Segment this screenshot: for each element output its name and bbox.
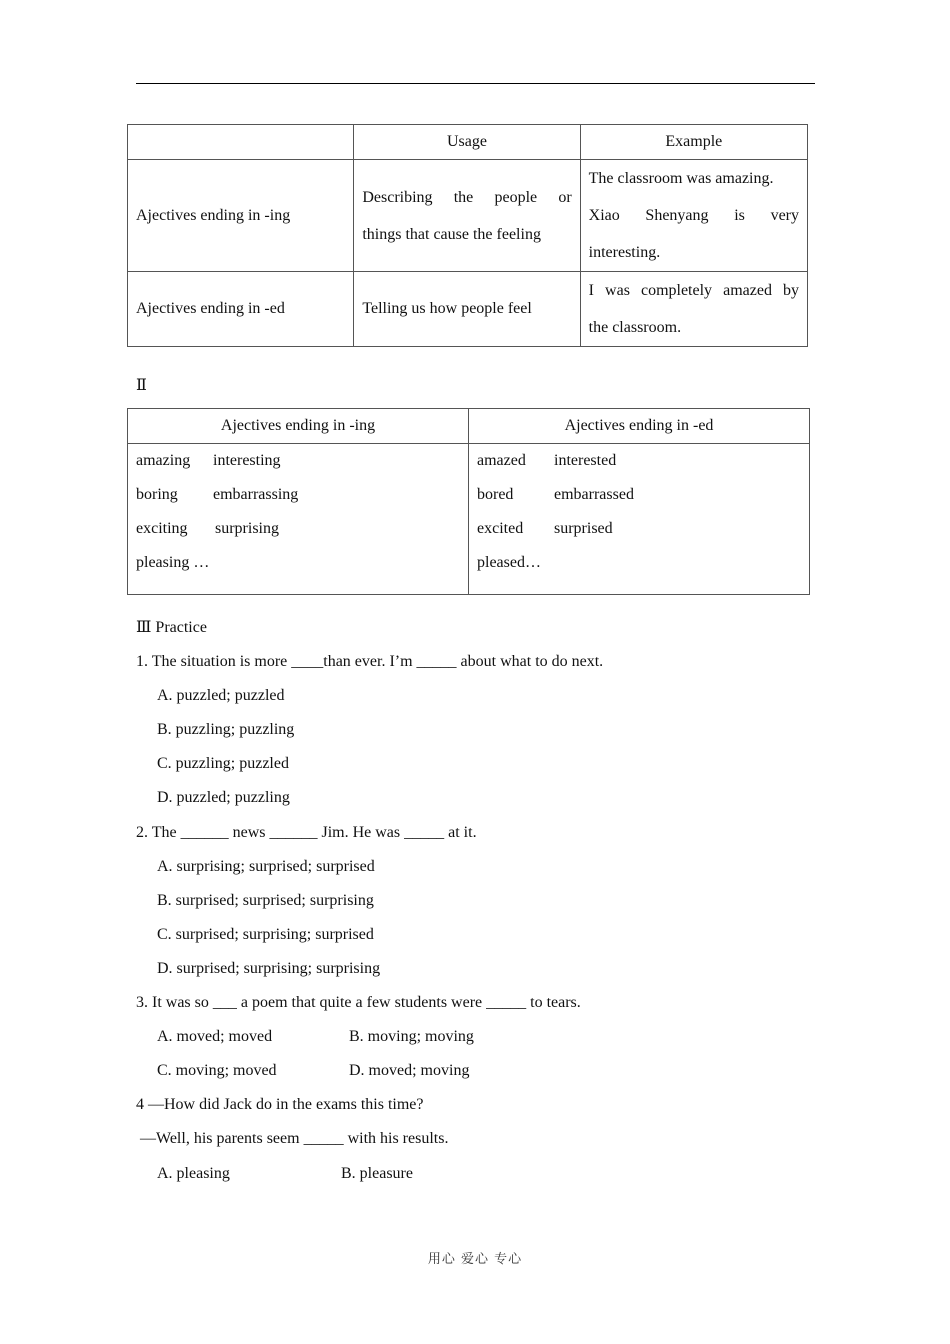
option-row: [136, 1027, 816, 1061]
option: A. surprising; surprised; surprised: [157, 857, 375, 875]
ing-column-header: Ajectives ending in -ing: [128, 409, 469, 444]
option: A. puzzled; puzzled: [157, 687, 285, 705]
table-row: [128, 272, 808, 347]
example-cell: [580, 272, 807, 347]
adjective-list-table: [127, 408, 810, 595]
usage-table-header-example: Example: [580, 125, 807, 160]
option-row: [136, 1164, 816, 1198]
list-item: amazed interested: [477, 452, 617, 469]
example-line: Xiao Shenyang is very: [588, 207, 799, 224]
option-row: [136, 1061, 816, 1095]
list-item: excited surprised: [477, 520, 613, 537]
table-row: [128, 160, 808, 272]
option: B. surprised; surprised; surprising: [157, 891, 374, 909]
list-item: pleasing …: [136, 554, 210, 571]
example-line: the classroom.: [588, 319, 682, 336]
option: C. moving; moved: [157, 1062, 277, 1080]
example-line: interesting.: [588, 244, 661, 261]
option: D. puzzled; puzzling: [157, 789, 290, 807]
practice-section: [136, 618, 816, 1198]
option: A. moved; moved: [157, 1028, 273, 1046]
adjective-type-cell: Ajectives ending in -ed: [128, 272, 354, 347]
usage-table-header-usage: Usage: [354, 125, 580, 160]
usage-table: [127, 124, 808, 347]
list-item: pleased…: [477, 554, 541, 571]
ing-adjectives-cell: [128, 444, 469, 595]
list-item: exciting surprising: [136, 520, 279, 537]
ed-adjectives-cell: [469, 444, 810, 595]
option: D. surprised; surprising; surprising: [157, 959, 381, 977]
question-stem: 3. It was so ___ a poem that quite a few students were _____ to tears.: [136, 994, 581, 1012]
list-item: bored embarrassed: [477, 486, 634, 503]
option: B. pleasure: [341, 1164, 413, 1182]
example-line: I was completely amazed by: [588, 282, 799, 299]
option: B. puzzling; puzzling: [157, 721, 295, 739]
option: C. surprised; surprising; surprised: [157, 925, 374, 943]
question-stem: 2. The ______ news ______ Jim. He was _____ at it.: [136, 823, 477, 841]
adjective-type-cell: Ajectives ending in -ing: [128, 160, 354, 272]
section-label: Ⅱ: [136, 377, 147, 394]
list-item: boring embarrassing: [136, 486, 299, 503]
usage-line: Describing the people or: [362, 188, 572, 206]
example-line: The classroom was amazing.: [588, 170, 774, 187]
option: D. moved; moving: [349, 1062, 470, 1080]
usage-cell: Telling us how people feel: [354, 272, 580, 347]
ed-column-header: Ajectives ending in -ed: [469, 409, 810, 444]
header-rule: [136, 83, 815, 84]
question-stem: 1. The situation is more ____than ever. I’m _____ about what to do next.: [136, 653, 604, 671]
page-footer: 用心 爱心 专心: [427, 1252, 523, 1267]
option: A. pleasing: [157, 1164, 230, 1182]
usage-cell: [354, 160, 580, 272]
list-item: amazing interesting: [136, 452, 281, 469]
usage-table-header-blank: [128, 125, 354, 160]
option: C. puzzling; puzzled: [157, 755, 289, 773]
usage-line: things that cause the feeling: [362, 225, 541, 243]
practice-title: Ⅲ Practice: [136, 619, 207, 636]
example-cell: [580, 160, 807, 272]
question-stem: 4 —How did Jack do in the exams this time?: [136, 1096, 424, 1114]
question-stem: —Well, his parents seem _____ with his results.: [136, 1130, 449, 1148]
option: B. moving; moving: [349, 1028, 474, 1046]
